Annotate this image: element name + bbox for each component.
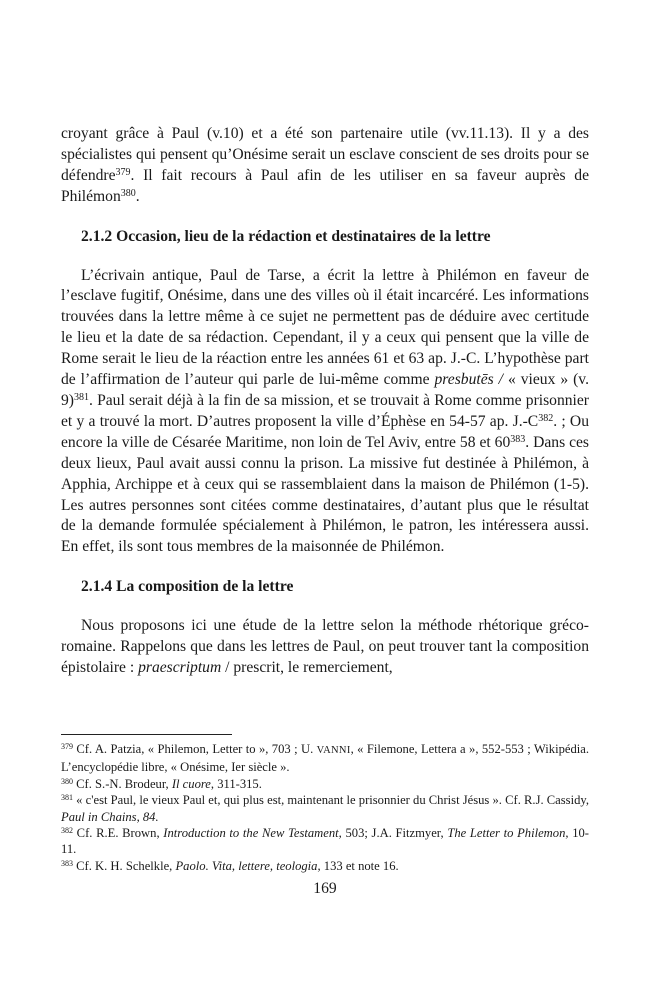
footnote-ref-382[interactable]: 382	[538, 412, 554, 424]
book-title: Paul in Chains, 84.	[61, 809, 159, 824]
text-run: . Il fait recours à Paul afin de les utiliser en sa faveur auprès de Philémon	[61, 166, 589, 205]
footnotes	[61, 741, 589, 874]
text-run: Cf. S.-N. Brodeur,	[73, 776, 172, 791]
text-run: « vieux » (v. 9)	[61, 371, 589, 409]
section-heading-composition: 2.1.4 La composition de la lettre	[81, 578, 294, 596]
text-run: / prescrit, le remerciement,	[221, 658, 393, 676]
text-run: Cf. A. Patzia, « Philemon, Letter to », 703 ; U.	[73, 742, 317, 756]
text-run: , « Filemone, Lettera a », 552-553 ; Wikipédia. L’encyclopédie libre, « Onésime, Ier siècle ».	[61, 742, 589, 775]
author-name: VANNI	[316, 745, 351, 756]
text-run: .	[135, 187, 140, 205]
text-run: , 311-315.	[210, 776, 262, 791]
footnote-separator	[61, 734, 232, 735]
text-run: Nous proposons ici une étude de la lettre selon la méthode rhétorique gréco-romaine. Rappelons que dans les lettres de Paul, on peut trouver tant la composition épistolaire :	[61, 617, 589, 676]
footnote-382	[61, 825, 589, 858]
footnote-number: 381	[61, 793, 73, 803]
book-title: Il cuore	[171, 776, 211, 791]
text-run: « c'est Paul, le vieux Paul et, qui plus est, maintenant le prisonnier du Christ Jésus ». Cf. R.J. Cassidy,	[73, 793, 589, 808]
footnote-379	[61, 741, 589, 776]
footnote-ref-379[interactable]: 379	[115, 166, 131, 178]
footnote-number: 383	[61, 858, 73, 868]
text-run: . ; Ou encore la ville de Césarée Maritime, non loin de Tel Aviv, entre 58 et 60	[61, 412, 589, 451]
greek-term: presbutēs /	[434, 371, 503, 389]
footnote-number: 379	[61, 742, 73, 751]
footnote-number: 382	[61, 826, 73, 836]
footnote-number: 380	[61, 776, 73, 786]
text-run: croyant grâce à Paul (v.10) et a été son partenaire utile (vv.11.13). Il y a des spécialistes qui pensent qu’Onésime serait un esclave conscient de ses droits pour se défendre	[61, 125, 589, 184]
footnote-383	[61, 858, 589, 874]
text-run: Cf. R.E. Brown,	[73, 826, 164, 841]
page-number: 169	[313, 880, 337, 897]
text-run: 133 et note 16.	[320, 858, 399, 873]
text-run: . Paul serait déjà à la fin de sa mission, et se trouvait à Rome comme prisonnier et y a trouvé la mort. D’autres proposent la ville d’Éphèse en 54-57 ap. J.-C	[61, 391, 589, 430]
footnote-ref-383[interactable]: 383	[510, 433, 526, 445]
text-run: . Dans ces deux lieux, Paul avait aussi connu la prison. La missive fut destinée à Philémon, à Apphia, Archippe et à ceux qui se rassemblaient dans la maison de Philémon (1-5). Les autres personnes sont citées comme destinataires, d’autant plus que le résultat de la demande formulée spécialement à Philémon, le patron, les intéressera aussi. En effet, ils sont tous membres de la maisonnée de Philémon.	[61, 433, 590, 556]
text-run: Cf. K. H. Schelkle,	[73, 858, 176, 873]
text-run: 503; J.A. Fitzmyer,	[341, 826, 448, 841]
paragraph-continuation	[61, 124, 589, 208]
text-run: 10-11.	[61, 826, 589, 857]
section-heading-occasion: 2.1.2 Occasion, lieu de la rédaction et destinataires de la lettre	[81, 227, 491, 245]
book-title: Paolo. Vita, lettere, teologia,	[175, 858, 321, 873]
footnote-381	[61, 792, 589, 825]
text-run: L’écrivain antique, Paul de Tarse, a écrit la lettre à Philémon en faveur de l’esclave fugitif, Onésime, dans une des villes où il était incarcéré. Les informations trouvées dans la lettre même à ce sujet ne permettent pas de déduire avec certitude le lieu et la date de sa rédaction. Cependant, il y a ceux qui pensent que la ville de Rome serait le lieu de la réaction entre les années 61 et 63 ap. J.-C. L’hypothèse part de l’affirmation de l’auteur qui parle de lui-même comme	[61, 266, 589, 389]
paragraph-occasion	[61, 266, 589, 559]
latin-term: praescriptum	[138, 658, 222, 676]
paragraph-composition	[61, 616, 589, 679]
footnote-ref-381[interactable]: 381	[74, 391, 89, 403]
main-text	[61, 124, 589, 679]
book-title: The Letter to Philemon,	[447, 826, 569, 841]
footnote-380	[61, 776, 589, 792]
book-title: Introduction to the New Testament,	[163, 826, 342, 841]
footnote-ref-380[interactable]: 380	[120, 187, 136, 199]
